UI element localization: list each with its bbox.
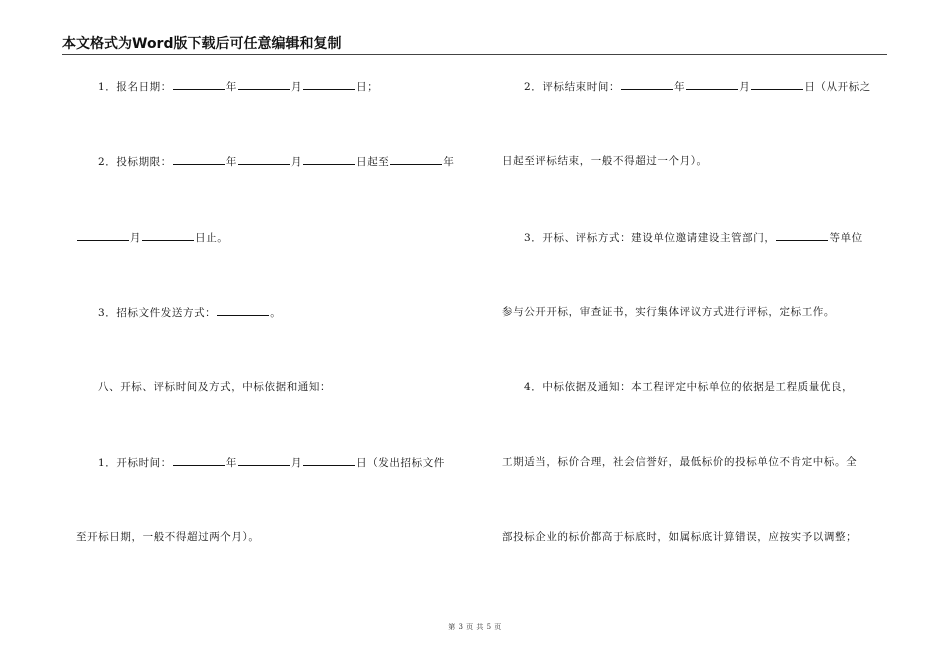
registration-date-line [98,79,378,94]
opening-time-note-line: 至开标日期，一般不得超过两个月）。 [76,531,260,543]
page-number: 第 3 页 共 5 页 [448,623,502,631]
bid-period-year2-blank [390,154,442,165]
opening-year-blank [173,455,225,466]
evaluation-end-line [524,79,871,94]
opening-time-label: 1．开标时间： [98,457,172,469]
document-delivery-end: 。 [270,307,282,319]
opening-method-line [524,230,863,245]
bid-end-month-blank [77,230,129,241]
registration-year-unit: 年 [225,81,237,93]
bid-end-day-blank [142,230,194,241]
registration-year-blank [173,79,225,90]
award-basis-continued-1: 工期适当，标价合理，社会信誉好，最低标价的投标单位不肯定中标。全 [502,456,858,468]
bid-period-year-blank [173,154,225,165]
evaluation-day-blank [751,79,803,90]
opening-method-end: 等单位 [829,232,863,244]
bid-period-from-text: 日起至 [356,156,390,168]
opening-day-blank [303,455,355,466]
evaluation-month-blank [686,79,738,90]
bid-period-month-unit: 月 [291,156,303,168]
opening-method-continued: 参与公开开标，审查证书，实行集体评议方式进行评标，定标工作。 [502,306,835,318]
registration-day-unit: 日； [356,81,379,93]
evaluation-note-line: 日起至评标结束，一般不得超过一个月）。 [502,155,708,167]
bid-period-year-unit: 年 [225,156,237,168]
evaluation-day-note: 日（从开标之 [804,81,871,93]
bid-period-month-blank [238,154,290,165]
evaluation-end-label: 2．评标结束时间： [524,81,621,93]
document-delivery-blank [217,305,269,316]
document-delivery-line [98,305,281,320]
bid-period-label: 2．投标期限： [98,156,172,168]
opening-month-blank [238,455,290,466]
registration-month-blank [238,79,290,90]
bid-end-day-text: 日止。 [195,232,229,244]
bid-end-month-unit: 月 [130,232,142,244]
opening-method-blank [776,230,828,241]
registration-date-label: 1．报名日期： [98,81,172,93]
opening-month-unit: 月 [291,457,303,469]
document-delivery-label: 3．招标文件发送方式： [98,307,217,319]
opening-year-unit: 年 [225,457,237,469]
registration-day-blank [303,79,355,90]
evaluation-month-unit: 月 [739,81,751,93]
evaluation-year-blank [621,79,673,90]
evaluation-year-unit: 年 [674,81,686,93]
bid-period-end-line [76,230,228,245]
bid-period-line [98,154,455,169]
opening-method-label: 3．开标、评标方式：建设单位邀请建设主管部门， [524,232,776,244]
opening-day-note: 日（发出招标文件 [356,457,445,469]
bid-period-year2-unit: 年 [443,156,455,168]
header-title: 本文格式为Word版下载后可任意编辑和复制 [62,36,342,52]
section-eight-heading: 八、开标、评标时间及方式，中标依据和通知： [98,381,332,393]
right-column [475,0,950,672]
opening-time-line [98,455,445,470]
award-basis-line: 4．中标依据及通知：本工程评定中标单位的依据是工程质量优良， [524,381,854,393]
registration-month-unit: 月 [291,81,303,93]
award-basis-continued-2: 部投标企业的标价都高于标底时，如属标底计算错误，应按实予以调整； [502,531,858,543]
bid-period-day-blank [303,154,355,165]
